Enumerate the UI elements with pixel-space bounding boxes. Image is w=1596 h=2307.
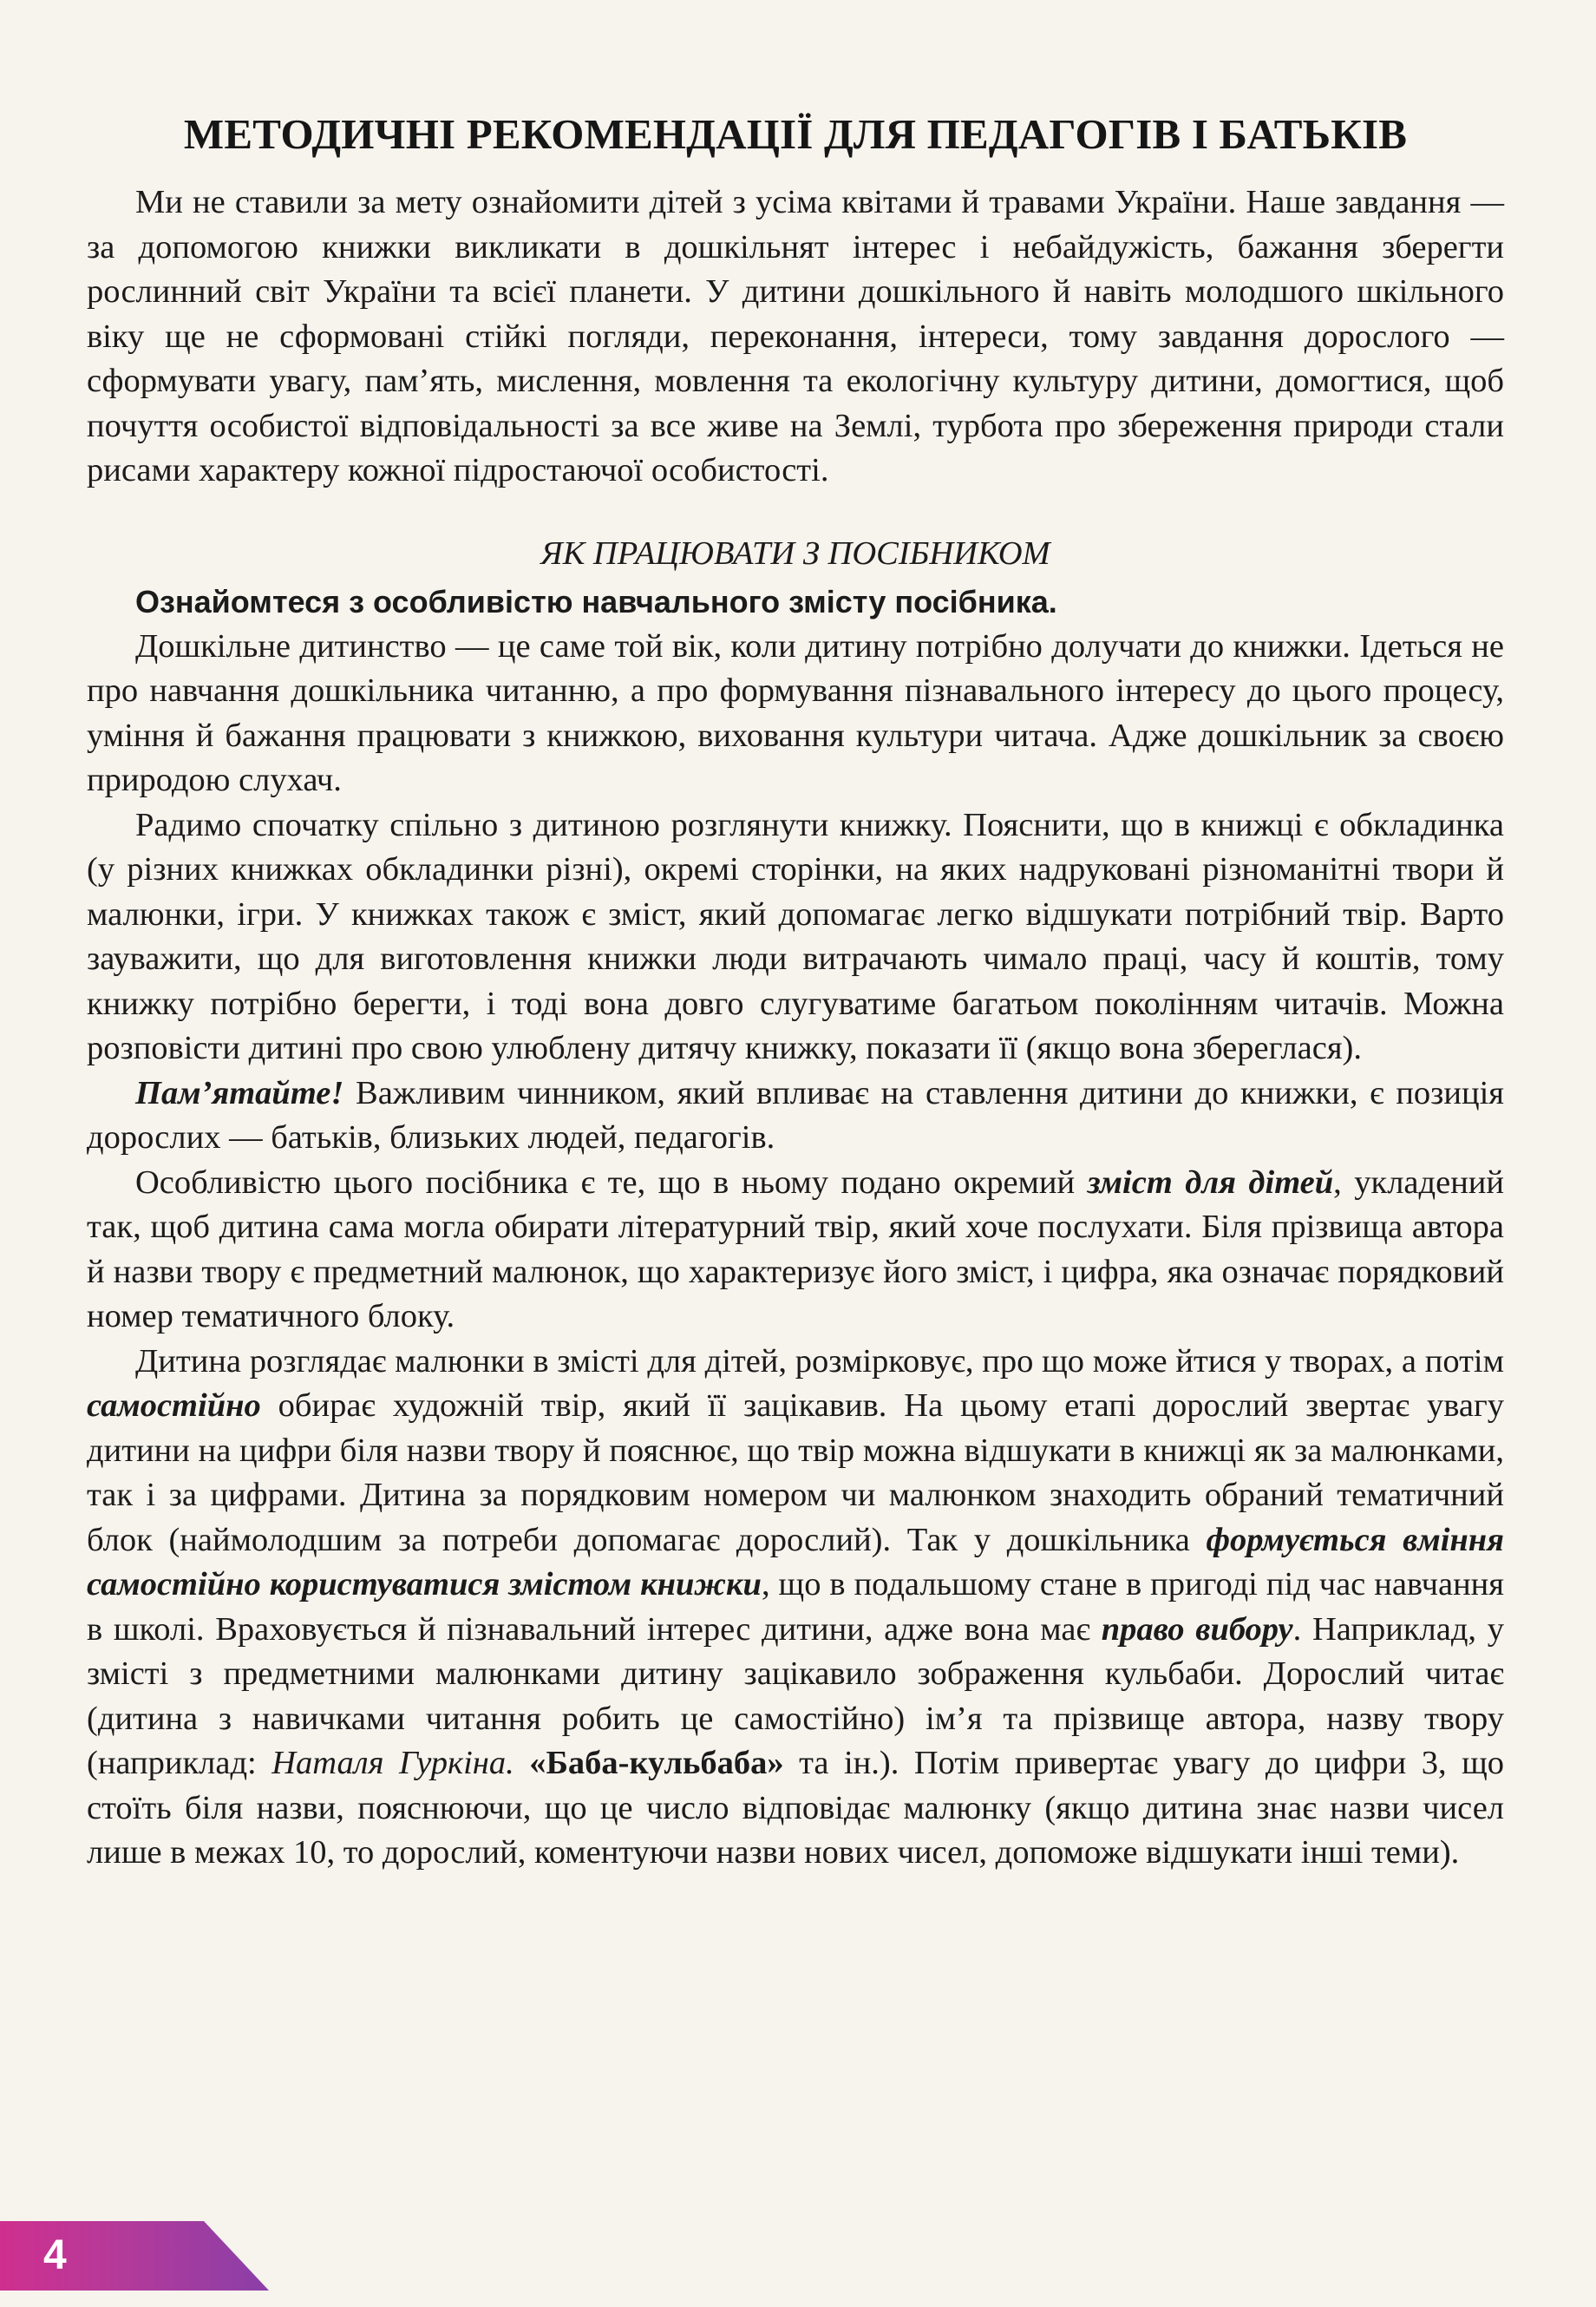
paragraph-look-at-book: Радимо спочатку спільно з дитиною розглянути книжку. Пояснити, що в книжці є обкладинка (у різних книжках обкладинки різні), окремі сторінки, на яких надруковані різноманітні твори й малюнки, ігри. У книжках також є зміст, який допомагає легко відшукати потрібний твір. Варто зауважити, що для виготовлення книжки люди витрачають чимало праці, часу й коштів, тому книжку потрібно берегти, і тоді вона довго слугуватиме багатьом поколінням читачів. Можна розповісти дитині про свою улюблену дитячу книжку, показати її (якщо вона збереглася).	[87, 806, 1504, 1066]
page-number: 4	[43, 2232, 67, 2278]
text-run: Особливістю цього посібника є те, що в ньому подано окремий	[135, 1163, 1088, 1201]
text-run: Дитина розглядає малюнки в змісті для дітей, розмірковує, про що може йтися у творах, а потім	[135, 1342, 1504, 1380]
remember-emphasis: Пам’ятайте!	[135, 1074, 344, 1111]
text-run	[514, 1745, 529, 1781]
text-run: . Наприклад, у змісті з предметними малюнками дитину зацікавило зображення кульбаби. Дорослий читає (дитина з навичками читання робить це самостійно) ім’я та прізвище автора, назву твору (наприклад:	[87, 1610, 1504, 1781]
emphasis-children-contents: зміст для дітей	[1087, 1163, 1334, 1201]
paragraph-child-chooses	[87, 1340, 1504, 1876]
intro-paragraph: Ми не ставили за мету ознайомити дітей з усіма квітами й травами України. Наше завдання — за допомогою книжки викликати в дошкільнят інтерес і небайдужість, бажання зберегти рослинний світ України та всієї планети. У дитини дошкільного й навіть молодшого шкільного віку ще не сформовані стійкі погляди, переконання, інтереси, тому завдання дорослого — сформувати увагу, пам’ять, мислення, мовлення та екологічну культуру дитини, домогтися, щоб почуття особистої відповідальності за все живе на Землі, турбота про збереження природи стали рисами характеру кожної підростаючої особистості.	[87, 184, 1504, 488]
paragraph-remember	[87, 1072, 1504, 1161]
example-work-title: «Баба-кульбаба»	[529, 1745, 784, 1781]
text-run: обирає художній твір, який її зацікавив. На цьому етапі дорослий звертає увагу дитини на цифри біля назви твору й пояснює, що твір можна відшукати в книжці як за малюнками, так і за цифрами. Дитина за порядковим номером чи малюнком знаходить обраний тематичний блок (наймолодшим за потреби допомагає дорослий). Так у дошкільника	[87, 1387, 1504, 1558]
paragraph-children-contents	[87, 1161, 1504, 1340]
text-run: , що в подальшому стане в пригоді під час навчання в школі. Враховується й пізнавальний інтерес дитини, адже вона має	[87, 1566, 1504, 1648]
emphasis-skill-formed: формується вміння самостійно користуватися змістом книжки	[87, 1521, 1504, 1602]
text-run: та ін.). Потім привертає увагу до цифри 3, що стоїть біля назви, пояснюючи, що це число відповідає малюнку (якщо дитина знає назви чисел лише в межах 10, то дорослий, коментуючи назви нових чисел, допоможе відшукати інші теми).	[87, 1745, 1504, 1871]
emphasis-independently: самостійно	[87, 1387, 261, 1424]
emphasis-right-of-choice: право вибору	[1101, 1610, 1293, 1648]
section-title: ЯК ПРАЦЮВАТИ З ПОСІБНИКОМ	[540, 534, 1050, 572]
remember-text: Важливим чинником, який впливає на ставлення дитини до книжки, є позиція дорослих — батьків, близьких людей, педагогів.	[87, 1074, 1504, 1156]
section-lead: Ознайомтеся з особливістю навчального змісту посібника.	[135, 584, 1057, 619]
text-run: , укладений так, щоб дитина сама могла обирати літературний твір, який хоче послухати. Біля прізвища автора й назви твору є предметний малюнок, що характеризує його зміст, і цифра, яка означає порядковий номер тематичного блоку.	[87, 1163, 1505, 1334]
page-title: МЕТОДИЧНІ РЕКОМЕНДАЦІЇ ДЛЯ ПЕДАГОГІВ І БАТЬКІВ	[183, 110, 1408, 158]
page-content	[87, 104, 1504, 1876]
page-number-tab	[0, 2221, 269, 2291]
paragraph-preschool-age: Дошкільне дитинство — це саме той вік, коли дитину потрібно долучати до книжки. Ідеться не про навчання дошкільника читанню, а про формування пізнавального інтересу до цього процесу, уміння й бажання працювати з книжкою, виховання культури читача. Адже дошкільник за своєю природою слухач.	[87, 627, 1504, 798]
example-author: Наталя Гуркіна.	[271, 1745, 514, 1781]
